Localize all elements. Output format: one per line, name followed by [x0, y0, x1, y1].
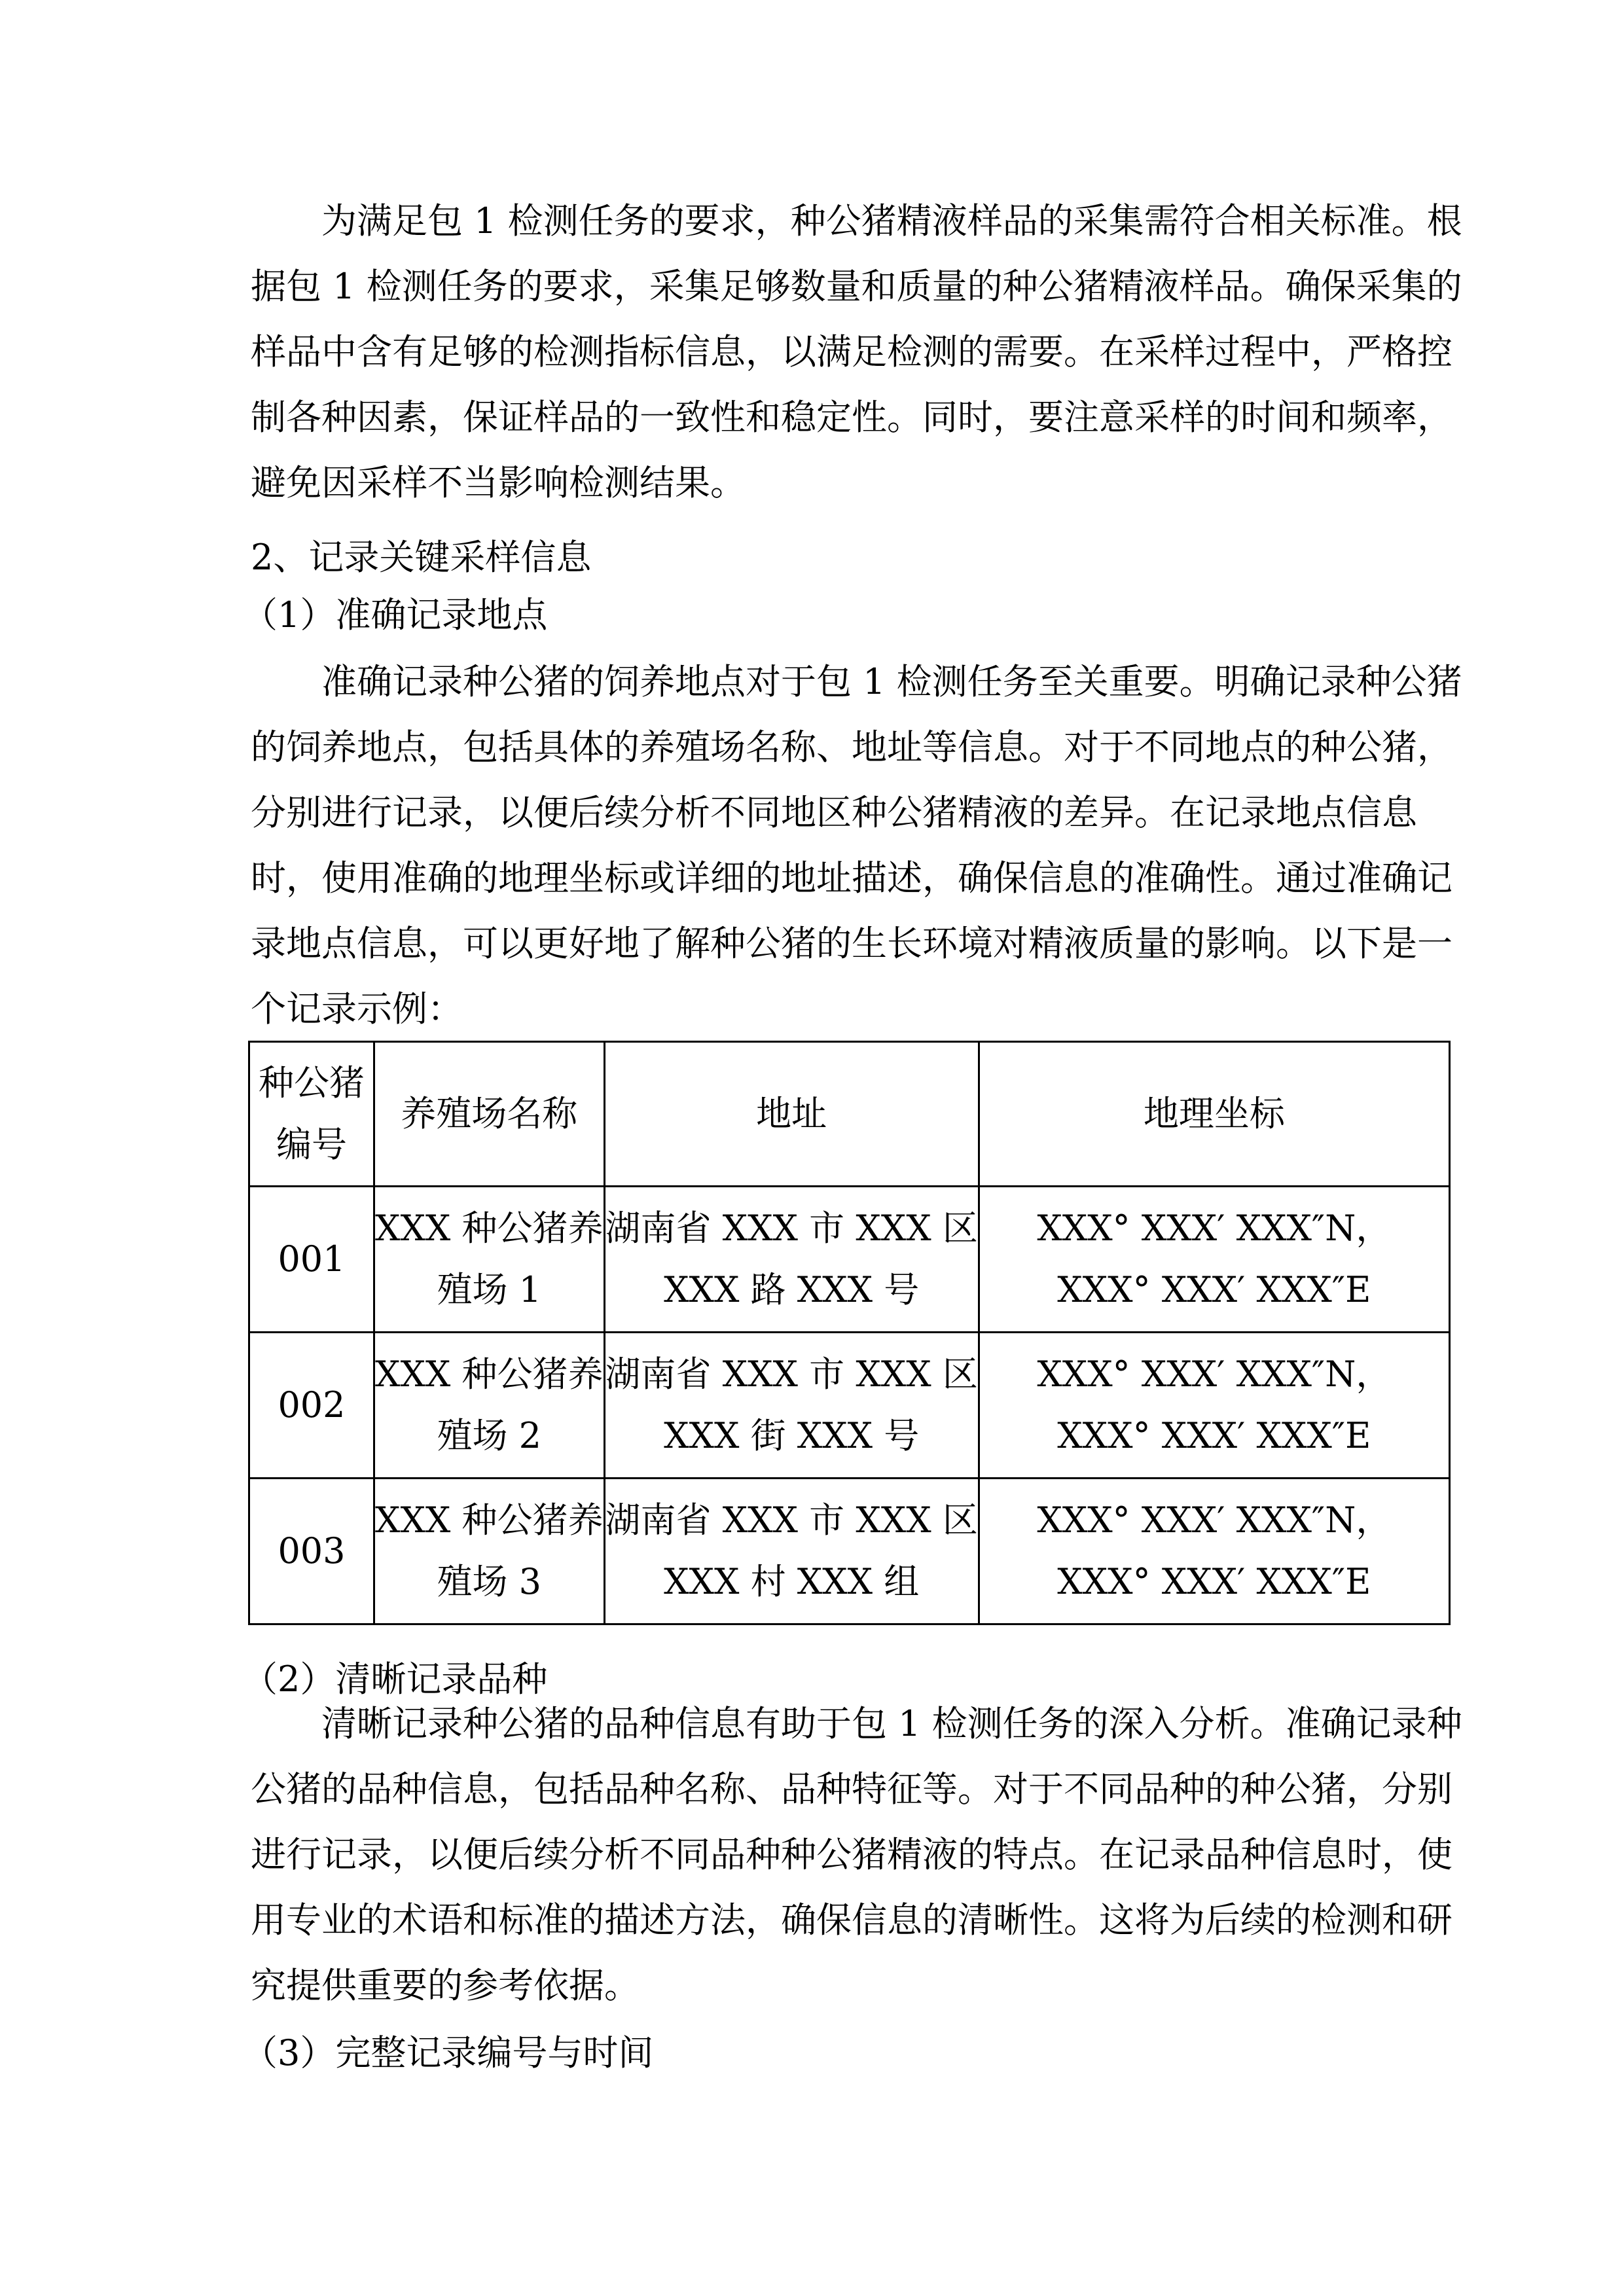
header-boar-id	[249, 1042, 374, 1187]
header-address	[604, 1042, 979, 1187]
cell-text-line: 殖场 3	[437, 1561, 542, 1602]
text-line: 制各种因素，保证样品的一致性和稳定性。同时，要注意采样的时间和频率，	[251, 397, 1453, 438]
cell-address	[604, 1479, 979, 1624]
header-text: 编号	[276, 1124, 347, 1165]
cell-text-line: XXX° XXX′ XXX″N，	[1037, 1354, 1392, 1395]
text-line: 准确记录种公猪的饲养地点对于包 1 检测任务至关重要。明确记录种公猪	[321, 661, 1462, 702]
text-line: 据包 1 检测任务的要求，采集足够数量和质量的种公猪精液样品。确保采集的	[251, 266, 1462, 307]
location-record-table	[248, 1041, 1451, 1625]
cell-address	[604, 1187, 979, 1333]
cell-coords	[979, 1479, 1449, 1624]
table-row	[249, 1333, 1450, 1479]
text-line: 样品中含有足够的检测指标信息，以满足检测的需要。在采样过程中，严格控	[251, 331, 1453, 372]
table-header-row	[249, 1042, 1450, 1187]
subsection-heading-location: （1）准确记录地点	[242, 594, 548, 636]
cell-id: 001	[249, 1187, 374, 1333]
text-line: 录地点信息，可以更好地了解种公猪的生长环境对精液质量的影响。以下是一	[251, 923, 1453, 964]
cell-text-line: 湖南省 XXX 市 XXX 区	[605, 1208, 978, 1249]
text-line: 分别进行记录，以便后续分析不同地区种公猪精液的差异。在记录地点信息	[251, 792, 1417, 833]
header-coordinates	[979, 1042, 1449, 1187]
cell-text-line: XXX° XXX′ XXX″E	[1057, 1415, 1371, 1456]
cell-text-line: XXX 路 XXX 号	[664, 1269, 920, 1310]
table-row	[249, 1479, 1450, 1624]
text-line: 清晰记录种公猪的品种信息有助于包 1 检测任务的深入分析。准确记录种	[321, 1703, 1462, 1744]
section-heading: 2、记录关键采样信息	[251, 537, 592, 578]
text-line: 避免因采样不当影响检测结果。	[251, 462, 746, 503]
header-text: 地理坐标	[1143, 1093, 1285, 1134]
cell-text-line: 湖南省 XXX 市 XXX 区	[605, 1354, 978, 1395]
cell-id: 003	[249, 1479, 374, 1624]
text-line: 公猪的品种信息，包括品种名称、品种特征等。对于不同品种的种公猪，分别	[251, 1768, 1453, 1810]
table-row	[249, 1187, 1450, 1333]
cell-farm	[374, 1187, 605, 1333]
cell-id: 002	[249, 1333, 374, 1479]
paragraph-breed	[251, 1691, 1462, 2018]
cell-coords	[979, 1187, 1449, 1333]
cell-farm	[374, 1333, 605, 1479]
cell-text-line: 湖南省 XXX 市 XXX 区	[605, 1499, 978, 1541]
cell-text-line: XXX 种公猪养	[375, 1499, 604, 1541]
cell-text-line: XXX 村 XXX 组	[664, 1561, 920, 1602]
text-line: 用专业的术语和标准的描述方法，确保信息的清晰性。这将为后续的检测和研	[251, 1899, 1453, 1941]
subsection-heading-breed: （2）清晰记录品种	[242, 1659, 548, 1700]
cell-text-line: XXX 种公猪养	[375, 1354, 604, 1395]
text-line: 的饲养地点，包括具体的养殖场名称、地址等信息。对于不同地点的种公猪，	[251, 726, 1453, 768]
header-text: 养殖场名称	[401, 1093, 578, 1134]
cell-address	[604, 1333, 979, 1479]
header-text: 种公猪	[259, 1062, 365, 1103]
cell-text-line: XXX° XXX′ XXX″E	[1057, 1561, 1371, 1602]
header-text: 地址	[756, 1093, 827, 1134]
text-line: 究提供重要的参考依据。	[251, 1965, 640, 2006]
cell-text-line: XXX° XXX′ XXX″E	[1057, 1269, 1371, 1310]
text-line: 时，使用准确的地理坐标或详细的地址描述，确保信息的准确性。通过准确记	[251, 857, 1453, 899]
paragraph-sampling-requirements	[251, 188, 1462, 516]
cell-farm	[374, 1479, 605, 1624]
text-line: 个记录示例：	[251, 988, 463, 1030]
cell-text-line: XXX° XXX′ XXX″N，	[1037, 1499, 1392, 1541]
paragraph-location	[251, 649, 1462, 1042]
cell-text-line: XXX 种公猪养	[375, 1208, 604, 1249]
cell-text-line: XXX 街 XXX 号	[664, 1415, 920, 1456]
subsection-heading-id-time: （3）完整记录编号与时间	[242, 2032, 654, 2073]
header-farm-name	[374, 1042, 605, 1187]
cell-coords	[979, 1333, 1449, 1479]
cell-text-line: 殖场 2	[437, 1415, 542, 1456]
cell-text-line: XXX° XXX′ XXX″N，	[1037, 1208, 1392, 1249]
text-line: 进行记录，以便后续分析不同品种种公猪精液的特点。在记录品种信息时，使	[251, 1834, 1453, 1875]
text-line: 为满足包 1 检测任务的要求，种公猪精液样品的采集需符合相关标准。根	[321, 200, 1462, 242]
cell-text-line: 殖场 1	[437, 1269, 542, 1310]
